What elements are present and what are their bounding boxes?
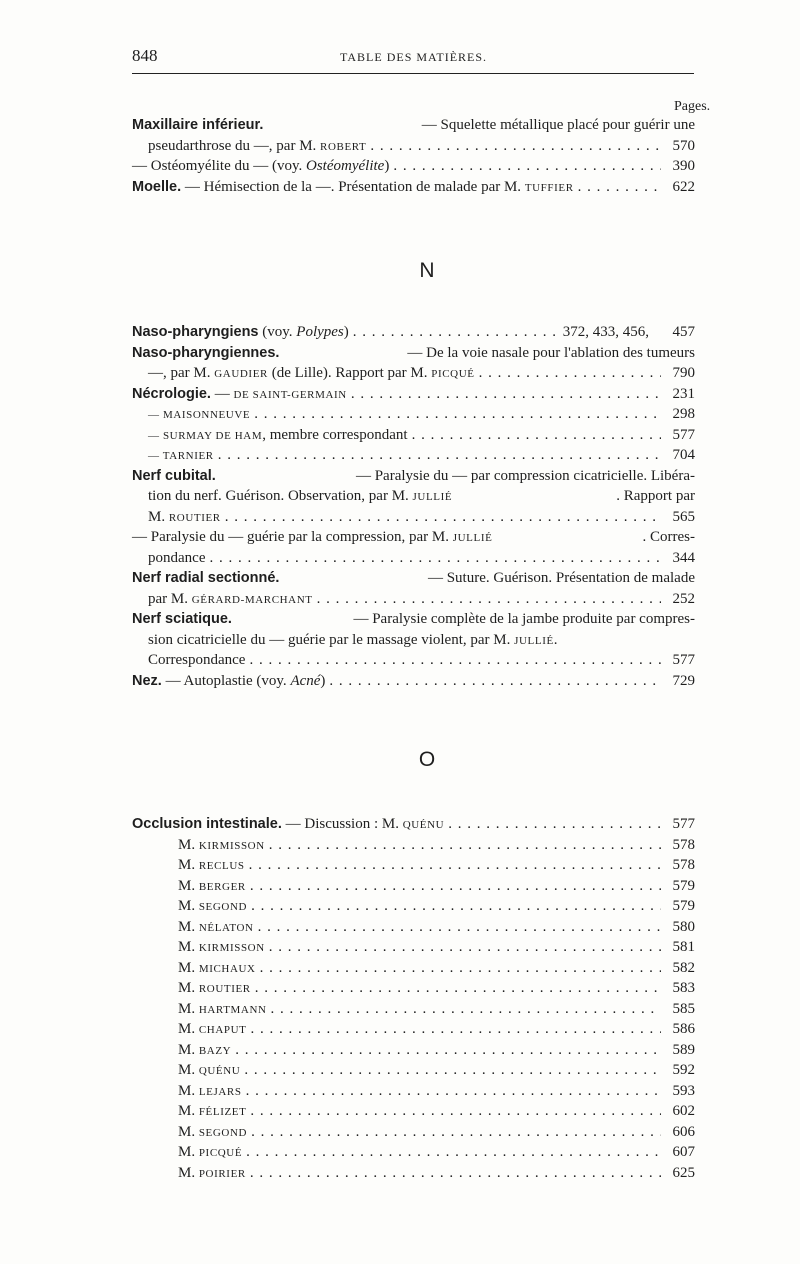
entry-line bbox=[132, 115, 695, 136]
dot-leader bbox=[246, 1081, 661, 1102]
author-name: JULLIÉ bbox=[514, 634, 554, 647]
speaker-name: SEGOND bbox=[198, 901, 248, 913]
speaker-row bbox=[132, 1163, 695, 1184]
entry-title: Nécrologie. bbox=[132, 385, 211, 402]
speaker-prefix: M. bbox=[178, 918, 196, 935]
dot-leader bbox=[260, 958, 661, 979]
m-entries bbox=[132, 115, 695, 197]
entry-text: — Suture. Guérison. Présentation de malade bbox=[427, 570, 695, 586]
cross-reference: Polypes bbox=[296, 324, 344, 340]
entry-line bbox=[132, 404, 695, 425]
page-ref: 578 bbox=[672, 857, 695, 873]
speaker-row bbox=[132, 937, 695, 958]
speaker-row bbox=[132, 1101, 695, 1122]
page-ref: 577 bbox=[672, 426, 695, 443]
page-ref: 582 bbox=[672, 959, 695, 976]
entry-line bbox=[132, 363, 695, 384]
entry-text: — Hémisection de la —. Présentation de malade par M. bbox=[184, 178, 522, 195]
entry-text: ) bbox=[343, 324, 349, 340]
dot-leader bbox=[269, 835, 661, 856]
reporter-name: PICQUÉ bbox=[431, 368, 475, 380]
speaker-name: BERGER bbox=[198, 880, 246, 893]
page-ref: 589 bbox=[672, 1041, 695, 1058]
page-ref: 252 bbox=[672, 590, 695, 607]
speaker-row bbox=[132, 1122, 695, 1143]
speaker-prefix: M. bbox=[178, 857, 196, 873]
page-ref: 578 bbox=[672, 836, 695, 853]
reporter-name: ROUTIER bbox=[168, 511, 221, 524]
speaker-row bbox=[132, 999, 695, 1020]
entry-line bbox=[132, 177, 695, 198]
speaker-prefix: M. bbox=[178, 1164, 196, 1181]
entry-title: Moelle. bbox=[132, 178, 182, 195]
speaker-prefix: M. bbox=[178, 1082, 196, 1099]
entry-text: , membre correspondant bbox=[262, 426, 408, 443]
page-number: 848 bbox=[132, 46, 158, 65]
speaker-row bbox=[132, 917, 695, 938]
speaker-row bbox=[132, 1081, 695, 1102]
speaker-prefix: M. bbox=[178, 1021, 196, 1037]
speaker-name: POIRIER bbox=[198, 1167, 246, 1180]
page-ref: 577 bbox=[672, 816, 695, 832]
entry-title: Naso-pharyngiens bbox=[132, 324, 259, 340]
speaker-name: KIRMISSON bbox=[198, 942, 265, 954]
speaker-name: BAZY bbox=[198, 1044, 232, 1057]
author-name: TUFFIER bbox=[524, 181, 574, 194]
dot-leader bbox=[370, 136, 661, 157]
page-ref: 570 bbox=[672, 137, 695, 154]
entry-line bbox=[132, 445, 695, 466]
page-ref: 390 bbox=[672, 158, 695, 174]
speaker-row bbox=[132, 1142, 695, 1163]
speaker-name: HARTMANN bbox=[198, 1003, 267, 1016]
dot-leader bbox=[225, 507, 661, 528]
speaker-name: ROUTIER bbox=[198, 983, 251, 995]
dot-leader bbox=[249, 855, 661, 876]
entry-text: — Paralysie du — par compression cicatricielle. Libéra- bbox=[355, 467, 695, 484]
entry-line bbox=[132, 156, 695, 177]
author-name: ROBERT bbox=[320, 140, 367, 153]
entry-title: Naso-pharyngiennes. bbox=[132, 344, 280, 361]
entry-title: Occlusion intestinale. bbox=[132, 816, 282, 832]
page-ref: 586 bbox=[672, 1021, 695, 1037]
speaker-list bbox=[132, 835, 695, 1184]
page-ref: 622 bbox=[672, 178, 695, 195]
speaker-name: NÉLATON bbox=[198, 921, 254, 934]
speaker-name: PICQUÉ bbox=[198, 1147, 243, 1159]
dot-leader bbox=[317, 589, 661, 610]
speaker-name: QUÉNU bbox=[198, 1065, 241, 1077]
page-ref: 790 bbox=[672, 365, 695, 381]
dot-leader bbox=[218, 445, 661, 466]
entry-title: Nez. bbox=[132, 672, 162, 689]
entry-text: —, par M. bbox=[148, 365, 211, 381]
entry-title: Maxillaire inférieur. bbox=[132, 117, 264, 133]
entry-text: — Paralysie du — guérie par la compression, par M. bbox=[132, 529, 449, 545]
page-ref: 298 bbox=[672, 406, 695, 422]
page-ref: 583 bbox=[672, 980, 695, 996]
entry-text: — Discussion : M. bbox=[285, 816, 399, 832]
dot-leader bbox=[250, 1101, 661, 1122]
dot-leader bbox=[258, 917, 661, 938]
entry-text: Correspondance bbox=[148, 652, 246, 668]
dot-leader bbox=[269, 937, 661, 958]
entry-text: sion cicatricielle du — guérie par le massage violent, par M. bbox=[148, 631, 511, 648]
entry-text: tion du nerf. Guérison. Observation, par M. bbox=[148, 488, 409, 504]
dot-leader bbox=[353, 322, 559, 343]
dot-leader bbox=[393, 156, 661, 177]
speaker-row bbox=[132, 896, 695, 917]
running-title: TABLE DES MATIÈRES. bbox=[340, 50, 488, 64]
page-ref: 704 bbox=[672, 447, 695, 463]
page-ref: 565 bbox=[672, 508, 695, 525]
speaker-row bbox=[132, 1060, 695, 1081]
entry-text: ) bbox=[384, 158, 390, 174]
author-name: JULLIÉ bbox=[452, 532, 493, 544]
entry-text: pondance bbox=[148, 549, 206, 566]
entry-title: Nerf sciatique. bbox=[132, 611, 232, 627]
person-name: — SURMAY DE HAM bbox=[148, 429, 263, 442]
entry-text: . bbox=[553, 631, 558, 648]
author-name: JULLIÉ bbox=[412, 491, 453, 503]
speaker-row bbox=[132, 855, 695, 876]
entry-line bbox=[132, 568, 695, 589]
o-entries bbox=[132, 814, 695, 1183]
entry-line bbox=[132, 343, 695, 364]
speaker-name: LEJARS bbox=[198, 1085, 242, 1098]
entry-text: — bbox=[214, 385, 230, 402]
entry-line bbox=[132, 671, 695, 692]
entry-line bbox=[132, 814, 695, 835]
speaker-name: FÉLIZET bbox=[198, 1106, 247, 1118]
dot-leader bbox=[329, 671, 661, 692]
page-ref: 231 bbox=[672, 385, 695, 402]
page-ref: 607 bbox=[672, 1144, 695, 1160]
dot-leader bbox=[250, 1019, 661, 1040]
entry-line bbox=[132, 486, 695, 507]
page-ref: 581 bbox=[672, 939, 695, 955]
n-entries bbox=[132, 322, 695, 691]
cross-reference: Ostéomyélite bbox=[306, 158, 385, 174]
speaker-name: CHAPUT bbox=[198, 1024, 247, 1036]
dot-leader bbox=[255, 978, 661, 999]
entry-text: . Rapport par bbox=[616, 488, 695, 504]
page-ref: 729 bbox=[672, 672, 695, 689]
entry-line bbox=[132, 425, 695, 446]
speaker-prefix: M. bbox=[178, 959, 196, 976]
page-ref: 579 bbox=[672, 877, 695, 894]
speaker-prefix: M. bbox=[178, 877, 196, 894]
speaker-row bbox=[132, 1019, 695, 1040]
entry-text: — Paralysie complète de la jambe produite par compres- bbox=[353, 611, 695, 627]
dot-leader bbox=[250, 1163, 661, 1184]
speaker-name: SEGOND bbox=[198, 1126, 248, 1139]
person-name: — MAISONNEUVE bbox=[148, 409, 251, 421]
dot-leader bbox=[251, 896, 661, 917]
page-ref: 585 bbox=[672, 1000, 695, 1017]
entry-line bbox=[132, 507, 695, 528]
speaker-name: MICHAUX bbox=[198, 962, 256, 975]
speaker-name: RECLUS bbox=[198, 860, 245, 872]
entry-line bbox=[132, 527, 695, 548]
dot-leader bbox=[412, 425, 661, 446]
page-ref: 602 bbox=[672, 1103, 695, 1119]
author-name: GÉRARD-MARCHANT bbox=[191, 593, 313, 606]
page-ref: 457 bbox=[672, 324, 695, 340]
speaker-prefix: M. bbox=[178, 939, 196, 955]
speaker-name: KIRMISSON bbox=[198, 839, 265, 852]
speaker-prefix: M. bbox=[178, 1103, 196, 1119]
page-ref: 592 bbox=[672, 1062, 695, 1078]
section-letter-n: N bbox=[419, 259, 435, 282]
dot-leader bbox=[479, 363, 661, 384]
speaker-prefix: M. bbox=[178, 898, 196, 914]
entry-text: — Squelette métallique placé pour guérir une bbox=[421, 117, 695, 133]
speaker-row bbox=[132, 1040, 695, 1061]
entry-line bbox=[132, 466, 695, 487]
entry-line bbox=[132, 589, 695, 610]
page-ref: 577 bbox=[672, 652, 695, 668]
entry-title: Nerf radial sectionné. bbox=[132, 570, 280, 586]
cross-reference: Acné bbox=[290, 672, 321, 689]
page-ref: 593 bbox=[672, 1082, 695, 1099]
speaker-prefix: M. bbox=[178, 1000, 196, 1017]
entry-line bbox=[132, 136, 695, 157]
dot-leader bbox=[578, 177, 661, 198]
entry-text: (de Lille). Rapport par M. bbox=[271, 365, 428, 381]
speaker-prefix: M. bbox=[178, 836, 196, 853]
pages-column-label: Pages. bbox=[674, 99, 711, 114]
entry-text: — Ostéomyélite du — (voy. bbox=[132, 158, 303, 174]
person-name: — TARNIER bbox=[148, 450, 214, 462]
entry-text: ) bbox=[320, 672, 326, 689]
dot-leader bbox=[250, 876, 661, 897]
speaker-row bbox=[132, 978, 695, 999]
entry-line bbox=[132, 322, 695, 343]
dot-leader bbox=[249, 650, 661, 671]
page-ref: 580 bbox=[672, 918, 695, 935]
entry-text: M. bbox=[148, 508, 166, 525]
dot-leader bbox=[246, 1142, 661, 1163]
entry-text: pseudarthrose du —, par M. bbox=[148, 137, 317, 154]
header-rule bbox=[132, 73, 694, 74]
speaker-prefix: M. bbox=[178, 1144, 196, 1160]
speaker-prefix: M. bbox=[178, 1123, 196, 1140]
section-letter-o: O bbox=[418, 748, 436, 771]
entry-title: Nerf cubital. bbox=[132, 467, 216, 484]
person-name: DE SAINT-GERMAIN bbox=[233, 388, 347, 401]
entry-line bbox=[132, 548, 695, 569]
dot-leader bbox=[271, 999, 661, 1020]
entry-text: . Corres- bbox=[642, 529, 695, 545]
speaker-prefix: M. bbox=[178, 1041, 196, 1058]
page-refs: 372, 433, 456, bbox=[562, 324, 649, 340]
dot-leader bbox=[254, 404, 661, 425]
entry-line bbox=[132, 609, 695, 630]
page-ref: 344 bbox=[672, 549, 695, 566]
entry-line bbox=[132, 384, 695, 405]
dot-leader bbox=[235, 1040, 661, 1061]
speaker-prefix: M. bbox=[178, 980, 196, 996]
dot-leader bbox=[209, 548, 661, 569]
entry-text: — Autoplastie (voy. bbox=[165, 672, 287, 689]
speaker-row bbox=[132, 876, 695, 897]
entry-text: (voy. bbox=[262, 324, 293, 340]
author-name: GAUDIER bbox=[214, 368, 268, 380]
entry-line bbox=[132, 650, 695, 671]
page-ref: 606 bbox=[672, 1123, 695, 1140]
page-ref: 625 bbox=[672, 1164, 695, 1181]
dot-leader bbox=[351, 384, 661, 405]
speaker-row bbox=[132, 835, 695, 856]
entry-line bbox=[132, 630, 695, 651]
dot-leader bbox=[448, 814, 661, 835]
speaker-prefix: M. bbox=[178, 1062, 196, 1078]
speaker-name: QUÉNU bbox=[402, 819, 445, 831]
page-ref: 579 bbox=[672, 898, 695, 914]
dot-leader bbox=[244, 1060, 661, 1081]
entry-text: par M. bbox=[148, 590, 188, 607]
speaker-row bbox=[132, 958, 695, 979]
entry-text: — De la voie nasale pour l'ablation des tumeurs bbox=[407, 344, 695, 361]
dot-leader bbox=[251, 1122, 661, 1143]
